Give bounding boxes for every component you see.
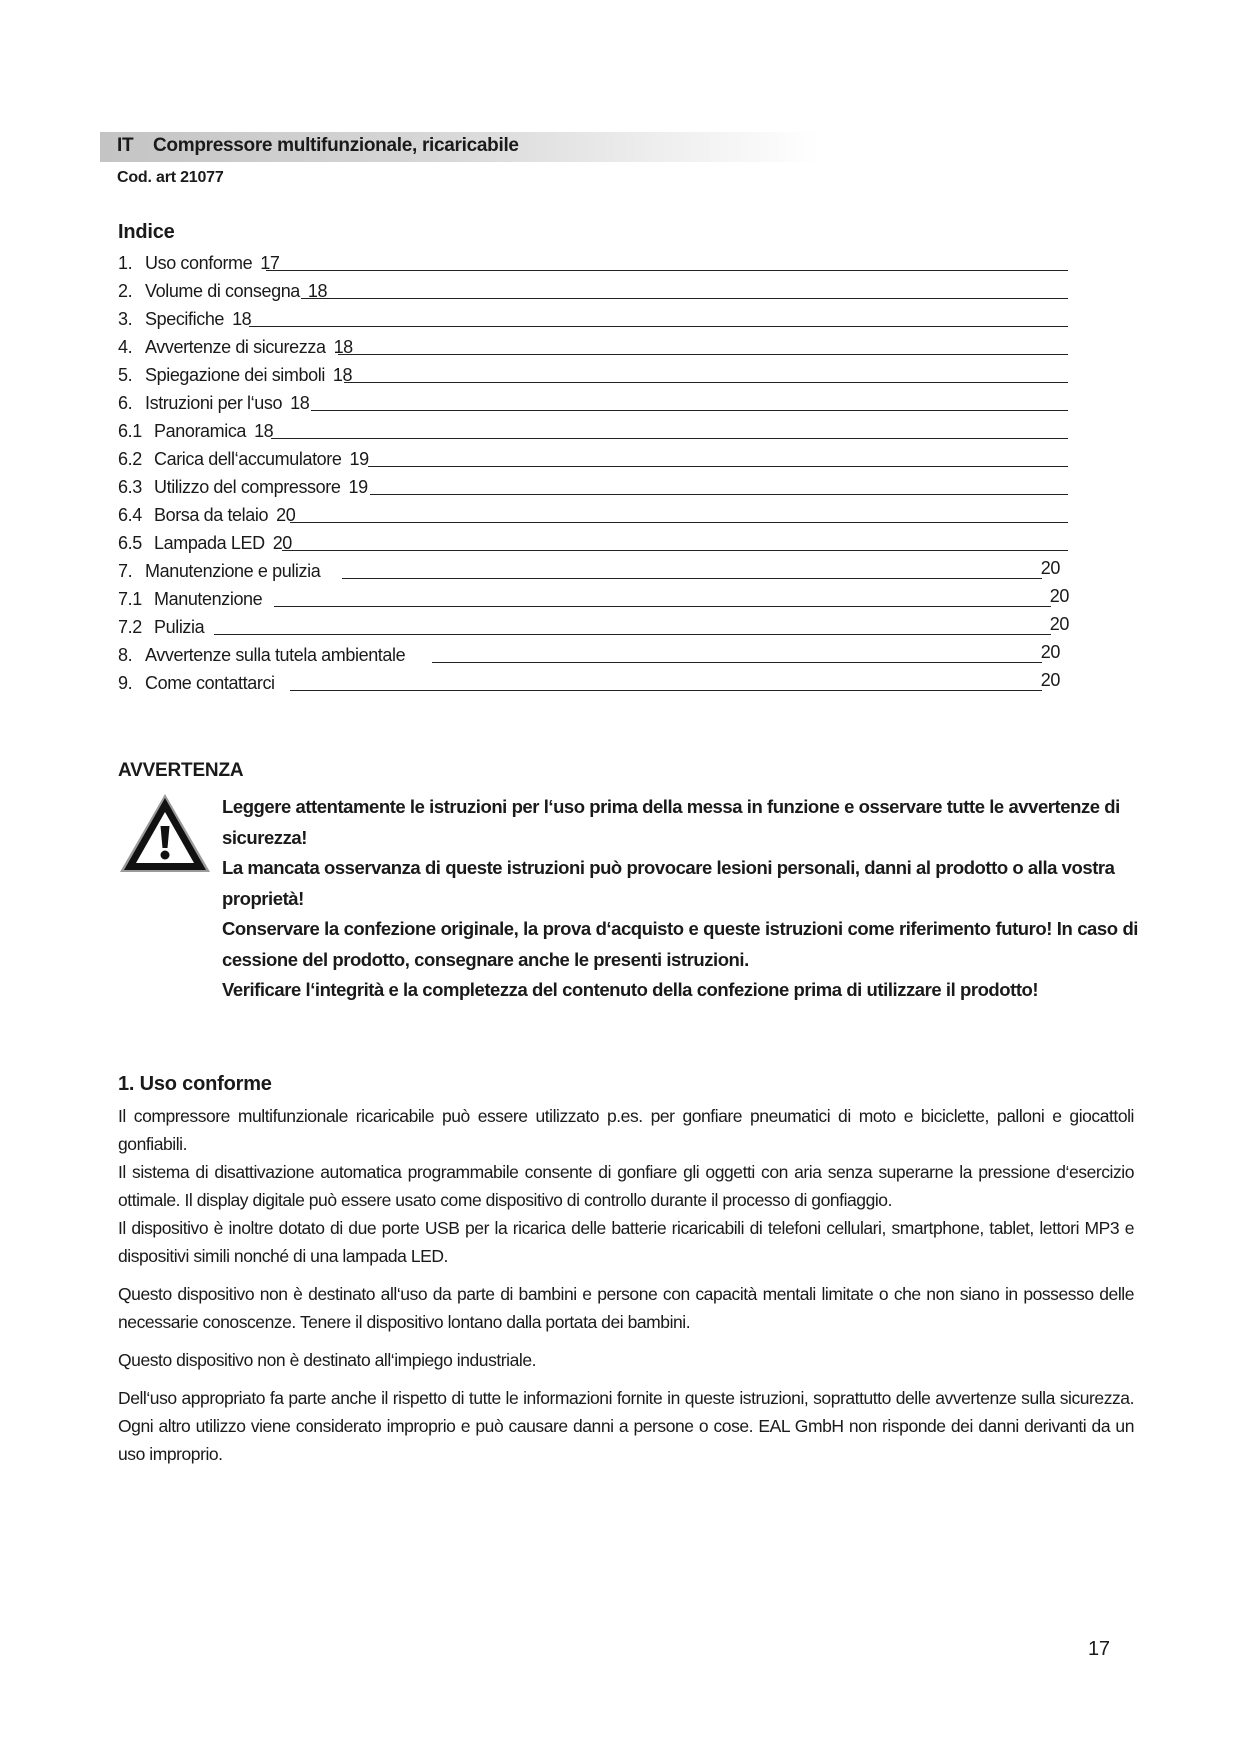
warning-paragraph: Conservare la confezione originale, la prova d‘acquisto e queste istruzioni come riferimento futuro! In caso di cessione del prodotto, consegnare anche le presenti istruzioni.: [222, 918, 1138, 970]
toc-entry-label: Uso conforme: [145, 253, 253, 273]
toc-entry[interactable]: [118, 358, 1068, 386]
toc-entry-number: 6.5: [118, 533, 142, 553]
toc-leader-line: [344, 382, 1068, 383]
toc-leader-line: [266, 270, 1068, 271]
warning-triangle-icon: [117, 790, 213, 876]
toc-entry-label: Carica dell‘accumulatore: [154, 449, 342, 469]
toc-entry-page: 18: [307, 281, 328, 301]
toc-entry[interactable]: [118, 582, 1068, 610]
toc-entry-number: 4.: [118, 337, 133, 357]
language-code: IT: [117, 135, 134, 156]
toc-entry-label: Borsa da telaio: [154, 505, 269, 525]
toc-entry[interactable]: [118, 246, 1068, 274]
toc-entry-page: 17: [260, 253, 280, 273]
toc-entry-label: Avvertenze di sicurezza: [145, 337, 326, 357]
body-paragraph: Questo dispositivo non è destinato all‘uso da parte di bambini e persone con capacità mentali limitate o che non siano in possesso delle necessarie conoscenze. Tenere il dispositivo lontano dalla portata dei bambini.: [118, 1284, 1134, 1332]
toc-entry-number: 8.: [118, 645, 133, 665]
toc-entry-page: 19: [348, 477, 368, 497]
toc-leader-line: [342, 578, 1042, 579]
toc-entry-page: 19: [349, 449, 369, 469]
toc-entry-number: 6.2: [118, 449, 142, 469]
toc-heading: Indice: [118, 221, 175, 243]
toc-entry-page: 18: [332, 365, 353, 385]
toc-entry-page: 18: [254, 421, 274, 441]
body-paragraph: Il dispositivo è inoltre dotato di due porte USB per la ricarica delle batterie ricaricabili di telefoni cellulari, smartphone, tablet, lettori MP3 e dispositivi simili nonché di una lampada LED.: [118, 1218, 1134, 1266]
toc-entry-number: 5.: [118, 365, 133, 385]
toc-leader-line: [432, 662, 1042, 663]
document-title: Compressore multifunzionale, ricaricabile: [153, 135, 519, 156]
toc-entry[interactable]: [118, 666, 1068, 694]
toc-entry-number: 2.: [118, 281, 133, 301]
toc-entry-number: 6.: [118, 393, 133, 413]
toc-leader-line: [249, 326, 1068, 327]
toc-entry-label: Volume di consegna: [145, 281, 300, 301]
toc-entry-page: 18: [232, 309, 252, 329]
toc-leader-line: [368, 466, 1068, 467]
toc-entry-page: 18: [333, 337, 353, 357]
toc-entry-number: 3.: [118, 309, 133, 329]
body-paragraph: Dell‘uso appropriato fa parte anche il rispetto di tutte le informazioni fornite in queste istruzioni, soprattutto delle avvertenze sulla sicurezza. Ogni altro utilizzo viene considerato improprio e può causare danni a persone o cose. EAL GmbH non risponde dei danni derivanti da un uso improprio.: [118, 1388, 1134, 1464]
toc-leader-line: [370, 494, 1068, 495]
warning-heading: AVVERTENZA: [118, 760, 244, 781]
toc-leader-line: [290, 522, 1068, 523]
toc-entry-page: 20: [272, 533, 292, 553]
toc-entry-label: Come contattarci: [145, 673, 275, 693]
toc-entry-label: Manutenzione e pulizia: [145, 561, 321, 581]
toc-leader-line: [290, 690, 1042, 691]
toc-entry[interactable]: [118, 498, 1068, 526]
toc-entry-label: Specifiche: [145, 309, 225, 329]
toc-entry-number: 7.: [118, 561, 133, 581]
toc-entry[interactable]: [118, 414, 1068, 442]
toc-entry-page: 20: [1040, 642, 1060, 662]
toc-entry-page: 20: [276, 505, 296, 525]
body-paragraph: Il compressore multifunzionale ricaricabile può essere utilizzato p.es. per gonfiare pneumatici di moto e biciclette, palloni e giocattoli gonfiabili.: [118, 1106, 1134, 1154]
toc-entry-number: 6.4: [118, 505, 142, 525]
header-band: [100, 132, 820, 162]
warning-paragraph: La mancata osservanza di queste istruzioni può provocare lesioni personali, danni al prodotto o alla vostra proprietà!: [222, 857, 1115, 909]
toc-leader-line: [338, 354, 1068, 355]
toc-entry[interactable]: [118, 386, 1068, 414]
toc-entry-number: 6.1: [118, 421, 142, 441]
toc-entry[interactable]: [118, 274, 1068, 302]
toc-leader-line: [214, 634, 1051, 635]
body-paragraph: Questo dispositivo non è destinato all‘impiego industriale.: [118, 1350, 537, 1370]
toc-entry-label: Lampada LED: [154, 533, 265, 553]
table-of-contents: [118, 246, 1068, 694]
toc-entry-page: 20: [1040, 558, 1060, 578]
toc-entry[interactable]: [118, 330, 1068, 358]
toc-entry-page: 20: [1040, 670, 1060, 690]
toc-entry-number: 7.1: [118, 589, 142, 609]
toc-entry-page: 20: [1049, 614, 1069, 634]
body-paragraph: Il sistema di disattivazione automatica programmabile consente di gonfiare gli oggetti con aria senza superarne la pressione d‘esercizio ottimale. Il display digitale può essere usato come dispositivo di controllo durante il processo di gonfiaggio.: [118, 1162, 1134, 1210]
toc-entry[interactable]: [118, 610, 1068, 638]
toc-leader-line: [274, 606, 1051, 607]
toc-entry[interactable]: [118, 638, 1068, 666]
toc-entry[interactable]: [118, 302, 1068, 330]
warning-text: [222, 792, 1138, 1006]
toc-entry[interactable]: [118, 554, 1068, 582]
toc-entry-number: 7.2: [118, 617, 142, 637]
warning-paragraph: Verificare l‘integrità e la completezza del contenuto della confezione prima di utilizzare il prodotto!: [222, 979, 1039, 1000]
toc-entry-label: Spiegazione dei simboli: [145, 365, 325, 385]
toc-entry[interactable]: [118, 526, 1068, 554]
toc-entry-page: 20: [1049, 586, 1069, 606]
toc-entry-number: 1.: [118, 253, 133, 273]
toc-entry-number: 6.3: [118, 477, 142, 497]
toc-entry[interactable]: [118, 442, 1068, 470]
toc-entry-label: Pulizia: [154, 617, 205, 637]
toc-leader-line: [311, 410, 1068, 411]
section-heading: 1. Uso conforme: [118, 1073, 272, 1095]
toc-entry-number: 9.: [118, 673, 133, 693]
toc-leader-line: [271, 438, 1068, 439]
toc-entry-page: 18: [290, 393, 310, 413]
toc-entry-label: Istruzioni per l‘uso: [145, 393, 283, 413]
section-body: [118, 1102, 1134, 1468]
toc-leader-line: [301, 298, 1068, 299]
toc-entry-label: Utilizzo del compressore: [154, 477, 341, 497]
article-code: Cod. art 21077: [117, 169, 224, 186]
warning-paragraph: Leggere attentamente le istruzioni per l‘uso prima della messa in funzione e osservare tutte le avvertenze di sicurezza!: [222, 796, 1120, 848]
toc-entry-label: Avvertenze sulla tutela ambientale: [145, 645, 406, 665]
toc-entry-label: Panoramica: [154, 421, 247, 441]
toc-entry[interactable]: [118, 470, 1068, 498]
page-number: 17: [1088, 1638, 1110, 1660]
toc-entry-label: Manutenzione: [154, 589, 263, 609]
toc-leader-line: [282, 550, 1068, 551]
